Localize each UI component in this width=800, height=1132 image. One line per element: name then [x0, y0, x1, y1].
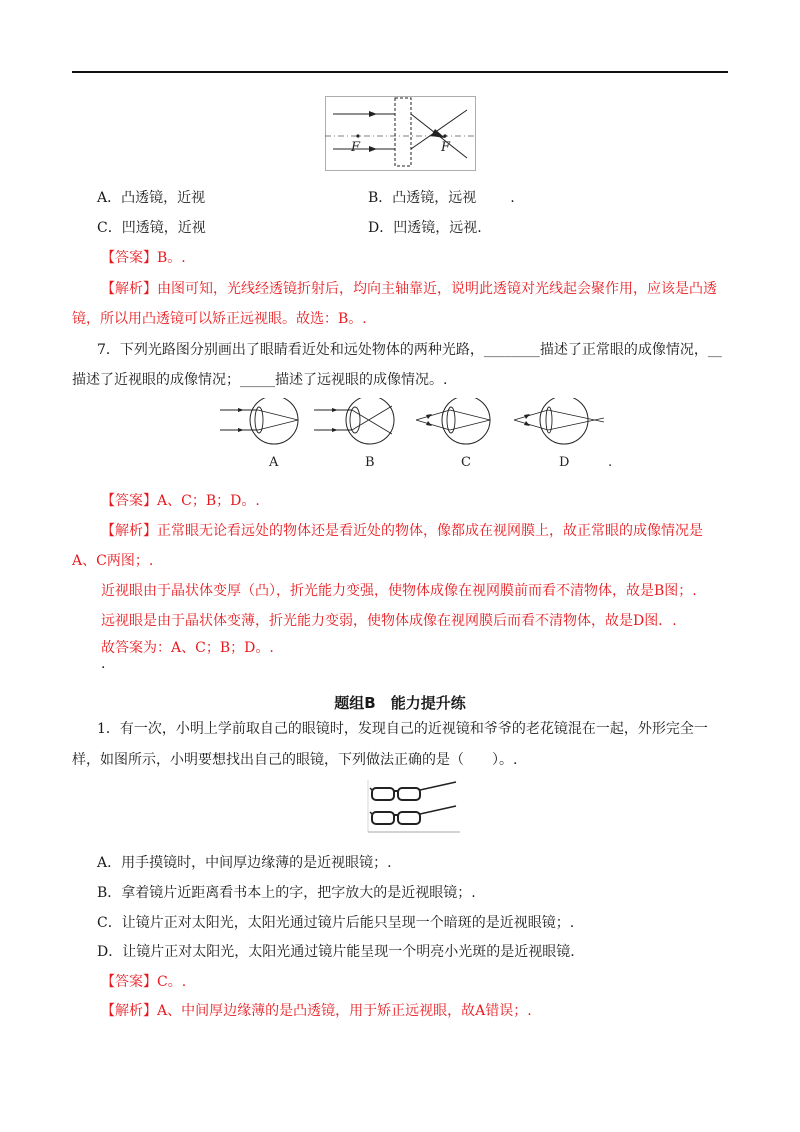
q7-stem-line-2: 描述了近视眼的成像情况；_____描述了远视眼的成像情况。. [72, 372, 448, 388]
q7-analysis-line-1: 【解析】正常眼无论看远处的物体还是看近处的物体，像都成在视网膜上，故正常眼的成像情况是 [101, 523, 703, 539]
eye-diagram-c [416, 398, 490, 470]
glasses-figure [366, 778, 462, 834]
q6-analysis-line-2: 镜，所以用凸透镜可以矫正远视眼。故选：B。. [72, 311, 367, 327]
q6-option-b: B．凸透镜，远视 . [368, 190, 515, 206]
b1-stem-line-2: 样，如图所示，小明要想找出自己的眼镜，下列做法正确的是（ ）。. [72, 752, 518, 768]
q7-analysis-line-2: A、C两图；. [72, 553, 154, 569]
q6-option-d: D．凹透镜，远视. [368, 220, 482, 236]
eye-diagram-a [220, 398, 298, 470]
q7-analysis-line-5: 故答案为：A、C；B；D。. [101, 640, 274, 656]
svg-text:F: F [441, 140, 451, 155]
svg-text:B: B [365, 455, 375, 470]
eye-diagram-d [514, 398, 612, 470]
q7-answer: 【答案】A、C；B；D。. [101, 493, 260, 509]
q6-analysis-line-1: 【解析】由图可知，光线经透镜折射后，均向主轴靠近，说明此透镜对光线起会聚作用，应该是凸透 [101, 281, 717, 297]
svg-text:A: A [269, 455, 279, 470]
svg-text:F: F [351, 140, 361, 155]
b1-answer: 【答案】C。. [101, 974, 187, 990]
eye-diagram-b [314, 398, 394, 470]
q7-analysis-line-3: 近视眼由于晶状体变厚（凸），折光能力变强，使物体成像在视网膜前而看不清物体，故是B图；. [101, 583, 697, 599]
eye-diagrams [214, 398, 614, 472]
b1-analysis-line-1: 【解析】A、中间厚边缘薄的是凸透镜，用于矫正远视眼，故A错误；. [101, 1003, 532, 1019]
q6-option-a: A．凸透镜，近视 [97, 190, 206, 206]
q6-option-c: C．凹透镜，近视 [97, 220, 206, 236]
lens-diagram [325, 96, 477, 172]
b1-option-a: A．用手摸镜时，中间厚边缘薄的是近视眼镜；. [97, 855, 392, 871]
b1-option-c: C．让镜片正对太阳光，太阳光通过镜片后能只呈现一个暗斑的是近视眼镜；. [97, 915, 575, 931]
svg-text:D: D [559, 455, 570, 470]
q7-analysis-line-6: . [101, 656, 106, 672]
header-rule [72, 71, 728, 73]
section-title: 题组B 能力提升练 [334, 694, 466, 712]
q7-analysis-line-4: 远视眼是由于晶状体变薄，折光能力变弱，使物体成像在视网膜后而看不清物体，故是D图．. [101, 613, 677, 629]
svg-text:C: C [461, 455, 471, 470]
q6-answer: 【答案】B。. [101, 250, 186, 266]
b1-option-b: B．拿着镜片近距离看书本上的字，把字放大的是近视眼镜；. [97, 885, 476, 901]
b1-option-d: D．让镜片正对太阳光，太阳光通过镜片能呈现一个明亮小光斑的是近视眼镜. [97, 944, 575, 960]
b1-stem-line-1: 1．有一次，小明上学前取自己的眼镜时，发现自己的近视镜和爷爷的老花镜混在一起，外形完全一 [97, 721, 708, 737]
q7-stem-line-1: 7．下列光路图分别画出了眼睛看近处和远处物体的两种光路，________描述了正常眼的成像情况，__ [97, 342, 722, 358]
svg-text:.: . [608, 455, 613, 470]
